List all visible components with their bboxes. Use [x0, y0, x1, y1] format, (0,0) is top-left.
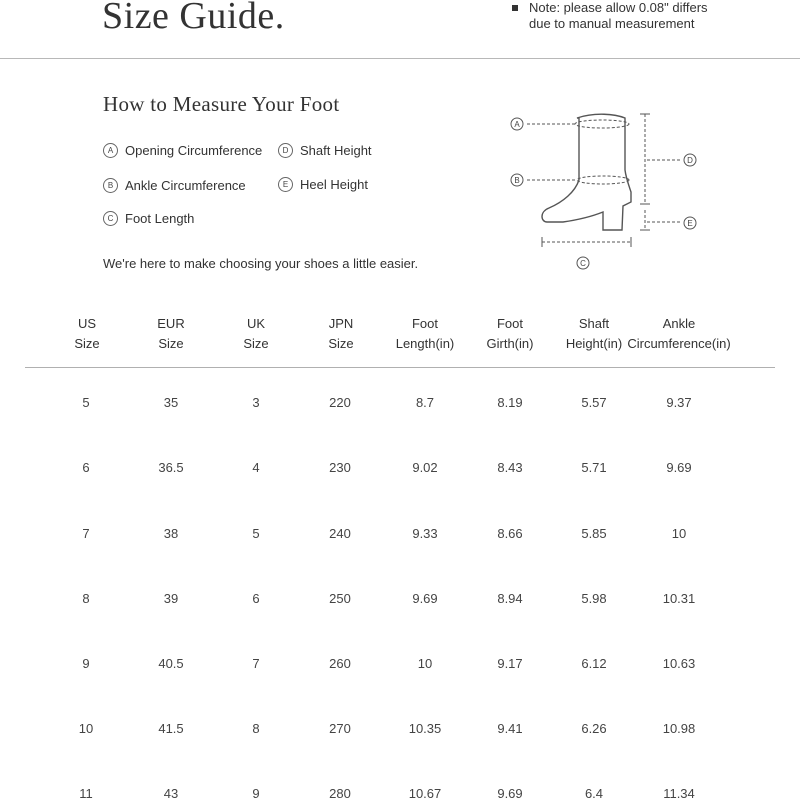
- table-cell: 270: [329, 721, 351, 736]
- legend-item-d: [278, 143, 372, 158]
- header-line: Size: [158, 336, 184, 351]
- header-line: Shaft: [578, 316, 610, 331]
- table-cell: 11.34: [663, 786, 695, 801]
- table-cell: 40.5: [158, 656, 184, 671]
- header-line: Height(in): [565, 336, 623, 351]
- table-cell: 5: [252, 526, 260, 541]
- header-ankle-circumference: [614, 314, 744, 354]
- table-cell: 10.35: [408, 721, 442, 736]
- header-line: JPN: [328, 316, 354, 331]
- table-cell: 260: [329, 656, 351, 671]
- table-cell: 11: [79, 786, 93, 801]
- header-line: Size: [243, 336, 269, 351]
- table-cell: 8.66: [497, 526, 523, 541]
- table-cell: 36.5: [158, 460, 184, 475]
- header-line: US: [77, 316, 97, 331]
- table-cell: 8: [82, 591, 90, 606]
- table-cell: 8.94: [497, 591, 523, 606]
- table-cell: 6: [252, 591, 260, 606]
- table-cell: 5.98: [581, 591, 607, 606]
- note-text: Note: please allow 0.08" differs due to manual measurement: [529, 0, 708, 31]
- legend-item-c: [103, 211, 194, 226]
- table-cell: 9.69: [412, 591, 438, 606]
- boot-measurement-diagram: [505, 100, 715, 275]
- diagram-label-e: E: [687, 219, 693, 228]
- table-cell: 10.67: [408, 786, 442, 801]
- table-cell: 10.31: [662, 591, 696, 606]
- table-row: [0, 591, 800, 611]
- table-cell: 9.41: [497, 721, 523, 736]
- table-cell: 230: [329, 460, 351, 475]
- table-cell: 6: [82, 460, 90, 475]
- table-cell: 10: [417, 656, 433, 671]
- table-cell: 38: [163, 526, 179, 541]
- table-cell: 8.7: [415, 395, 435, 410]
- table-row: [0, 721, 800, 741]
- header-line: EUR: [157, 316, 185, 331]
- table-cell: 5.71: [581, 460, 607, 475]
- table-cell: 8.19: [497, 395, 523, 410]
- legend-label: Shaft Height: [300, 143, 372, 158]
- legend-label: Opening Circumference: [125, 143, 263, 158]
- table-row: [0, 395, 800, 415]
- table-cell: 10.63: [662, 656, 696, 671]
- legend-label: Heel Height: [300, 177, 368, 192]
- table-cell: 6.4: [584, 786, 604, 801]
- table-cell: 35: [163, 395, 179, 410]
- table-divider: [25, 367, 775, 368]
- legend-label: Ankle Circumference: [125, 178, 246, 193]
- bullet-icon: [512, 5, 518, 11]
- table-cell: 9.02: [412, 460, 438, 475]
- header-line: Length(in): [395, 336, 455, 351]
- tagline: We're here to make choosing your shoes a little easier.: [103, 256, 419, 271]
- circle-letter-icon: D: [278, 143, 293, 158]
- table-cell: 220: [329, 395, 351, 410]
- table-cell: 7: [82, 526, 90, 541]
- legend-label: Foot Length: [125, 211, 195, 226]
- table-cell: 250: [329, 591, 351, 606]
- header-line: Size: [74, 336, 100, 351]
- legend-item-e: [278, 177, 368, 192]
- circle-letter-icon: A: [103, 143, 118, 158]
- table-cell: 8.43: [497, 460, 523, 475]
- table-cell: 10: [78, 721, 94, 736]
- table-cell: 9: [82, 656, 90, 671]
- measurement-note: [512, 0, 729, 32]
- page-title: Size Guide.: [102, 0, 285, 37]
- table-cell: 9.17: [497, 656, 523, 671]
- legend-item-b: [103, 178, 246, 193]
- legend-item-a: [103, 143, 262, 158]
- diagram-label-b: B: [514, 176, 520, 185]
- table-cell: 5: [82, 395, 90, 410]
- table-cell: 10.98: [662, 721, 696, 736]
- table-cell: 9.33: [412, 526, 438, 541]
- table-cell: 240: [329, 526, 351, 541]
- section-title: How to Measure Your Foot: [103, 92, 340, 116]
- header-line: Foot: [496, 316, 523, 331]
- table-cell: 6.26: [581, 721, 607, 736]
- table-cell: 280: [329, 786, 351, 801]
- table-cell: 7: [252, 656, 260, 671]
- table-cell: 10: [671, 526, 687, 541]
- table-cell: 6.12: [581, 656, 607, 671]
- table-cell: 5.85: [581, 526, 607, 541]
- table-cell: 8: [252, 721, 260, 736]
- diagram-label-a: A: [514, 120, 520, 129]
- table-row: [0, 460, 800, 480]
- circle-letter-icon: E: [278, 177, 293, 192]
- diagram-label-d: D: [687, 156, 693, 165]
- diagram-label-c: C: [580, 259, 586, 268]
- header-line: Girth(in): [486, 336, 534, 351]
- table-cell: 39: [163, 591, 179, 606]
- table-row: [0, 786, 800, 806]
- table-row: [0, 526, 800, 546]
- table-row: [0, 656, 800, 676]
- header-line: Circumference(in): [627, 336, 731, 351]
- header-line: UK: [246, 316, 266, 331]
- boot-icon: [542, 114, 631, 230]
- circle-letter-icon: C: [103, 211, 118, 226]
- header-divider: [0, 58, 800, 59]
- circle-letter-icon: B: [103, 178, 118, 193]
- table-cell: 9.69: [666, 460, 692, 475]
- table-cell: 43: [163, 786, 179, 801]
- table-cell: 9: [252, 786, 260, 801]
- table-cell: 41.5: [158, 721, 184, 736]
- table-cell: 5.57: [581, 395, 607, 410]
- header-line: Foot: [411, 316, 438, 331]
- table-cell: 4: [252, 460, 260, 475]
- header-line: Size: [328, 336, 354, 351]
- table-cell: 3: [252, 395, 260, 410]
- table-cell: 9.37: [666, 395, 692, 410]
- header-line: Ankle: [662, 316, 696, 331]
- table-cell: 9.69: [497, 786, 523, 801]
